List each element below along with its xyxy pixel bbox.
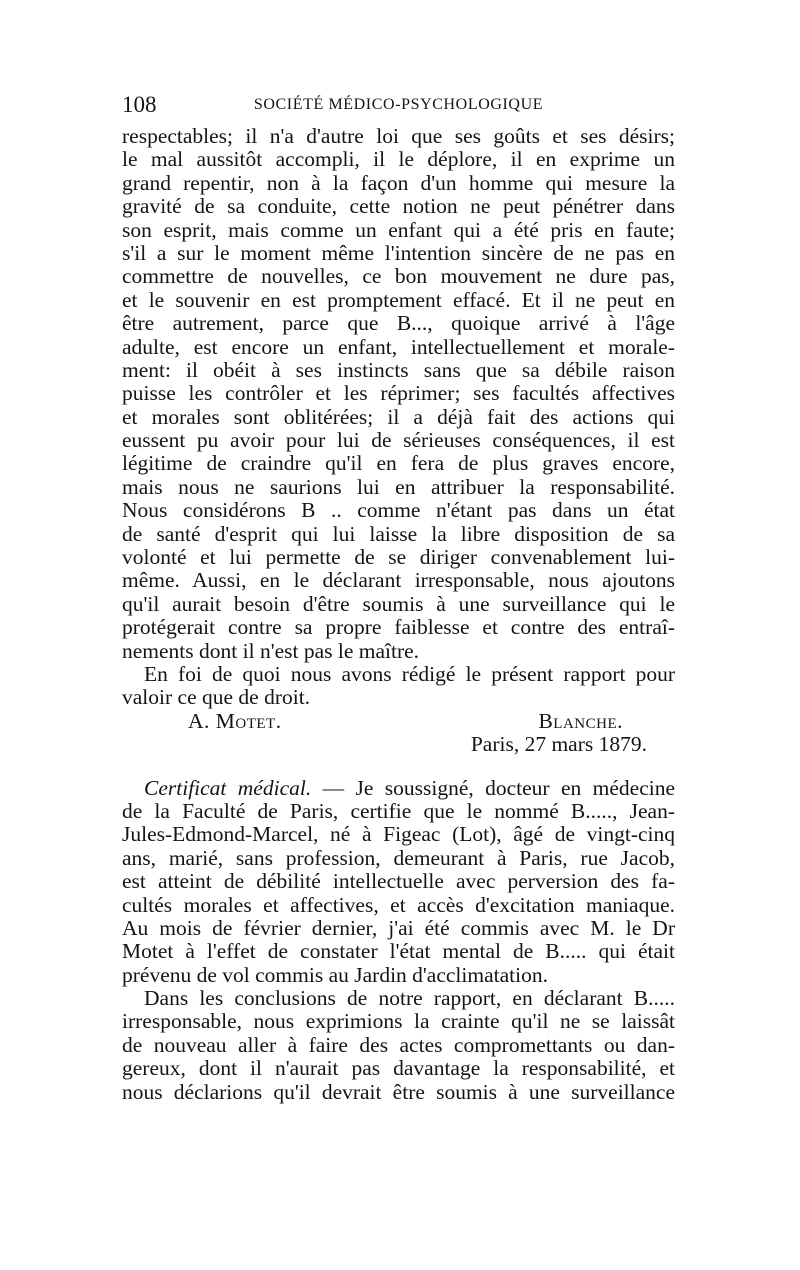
certificate-first-line-rest: — Je soussigné, docteur en médecine <box>311 775 675 800</box>
text-line: puisse les contrôler et les réprimer; ses facultés affectives <box>122 381 675 406</box>
closing-line: valoir ce que de droit. <box>122 685 311 710</box>
certificate-second-paragraph <box>122 987 675 1104</box>
text-line: adulte, est encore un enfant, intellectuellement et morale- <box>122 334 675 359</box>
text-line: eussent pu avoir pour lui de sérieuses conséquences, il est <box>122 428 675 453</box>
text-line: cultés morales et affectives, et accès d'excitation maniaque. <box>122 892 675 917</box>
text-line: Au mois de février dernier, j'ai été commis avec M. le Dr <box>122 915 675 940</box>
certificate-title: Certificat médical. <box>144 775 312 800</box>
text-line: commettre de nouvelles, ce bon mouvement ne dure pas, <box>122 264 675 289</box>
certificate-paragraph <box>122 800 675 987</box>
text-line: ment: il obéit à ses instincts sans que sa débile raison <box>122 357 675 382</box>
signatures <box>122 710 675 733</box>
running-head: SOCIÉTÉ MÉDICO-PSYCHOLOGIQUE <box>253 96 544 113</box>
closing-line: En foi de quoi nous avons rédigé le présent rapport pour <box>144 661 675 686</box>
report-conclusion-paragraph <box>122 125 675 663</box>
text-line: légitime de craindre qu'il en fera de plus graves encore, <box>122 451 675 476</box>
text-line: de la Faculté de Paris, certifie que le nommé B....., Jean- <box>122 798 675 823</box>
text-line: Jules-Edmond-Marcel, né à Figeac (Lot), âgé de vingt-cinq <box>122 822 675 847</box>
text-line: Dans les conclusions de notre rapport, en déclarant B..... <box>144 986 675 1011</box>
text-line: respectables; il n'a d'autre loi que ses goûts et ses désirs; <box>122 124 675 148</box>
text-line: Motet à l'effet de constater l'état mental de B..... qui était <box>122 939 675 964</box>
text-line: gereux, dont il n'aurait pas davantage la responsabilité, et <box>122 1056 675 1081</box>
text-line: mais nous ne saurions lui en attribuer la responsabilité. <box>122 474 675 499</box>
signature-blanche: Blanche. <box>538 708 623 733</box>
signature-motet: A. Motet. <box>188 708 282 733</box>
section-gap <box>122 757 675 777</box>
text-line: est atteint de débilité intellectuelle avec perversion des fa- <box>122 869 675 894</box>
text-line: Nous considérons B .. comme n'étant pas dans un état <box>122 498 675 523</box>
text-line: nements dont il n'est pas le maître. <box>122 638 420 663</box>
text-line: gravité de sa conduite, cette notion ne peut pénétrer dans <box>122 194 675 219</box>
text-line: même. Aussi, en le déclarant irresponsable, nous ajoutons <box>122 568 675 593</box>
date-line: Paris, 27 mars 1879. <box>470 732 647 757</box>
text-line: et morales sont oblitérées; il a déjà fait des actions qui <box>122 404 675 429</box>
text-line: son esprit, mais comme un enfant qui a été pris en faute; <box>122 217 675 242</box>
text-line: s'il a sur le moment même l'intention sincère de ne pas en <box>122 240 675 265</box>
text-line: irresponsable, nous exprimions la crainte qu'il ne se laissât <box>122 1009 675 1034</box>
certificate-first-line <box>122 777 675 800</box>
page-number: 108 <box>122 92 157 117</box>
text-line: nous déclarions qu'il devrait être soumis à une surveillance <box>122 1079 675 1104</box>
text-line: le mal aussitôt accompli, il le déplore, il en exprime un <box>122 147 675 172</box>
text-line: ans, marié, sans profession, demeurant à Paris, rue Jacob, <box>122 845 675 870</box>
text-line: prévenu de vol commis au Jardin d'acclimatation. <box>122 962 548 987</box>
page-header <box>122 92 675 118</box>
text-line: volonté et lui permette de se diriger convenablement lui- <box>122 545 675 570</box>
text-line: protégerait contre sa propre faiblesse et contre des entraî- <box>122 615 675 640</box>
text-line: grand repentir, non à la façon d'un homme qui mesure la <box>122 170 675 195</box>
text-line: de santé d'esprit qui lui laisse la libre disposition de sa <box>122 521 675 546</box>
text-line: de nouveau aller à faire des actes compromettants ou dan- <box>122 1032 675 1057</box>
text-line: qu'il aurait besoin d'être soumis à une surveillance qui le <box>122 591 675 616</box>
text-line: être autrement, parce que B..., quoique arrivé à l'âge <box>122 311 675 336</box>
page-body <box>122 125 675 1104</box>
text-line: et le souvenir en est promptement effacé. Et il ne peut en <box>122 287 675 312</box>
